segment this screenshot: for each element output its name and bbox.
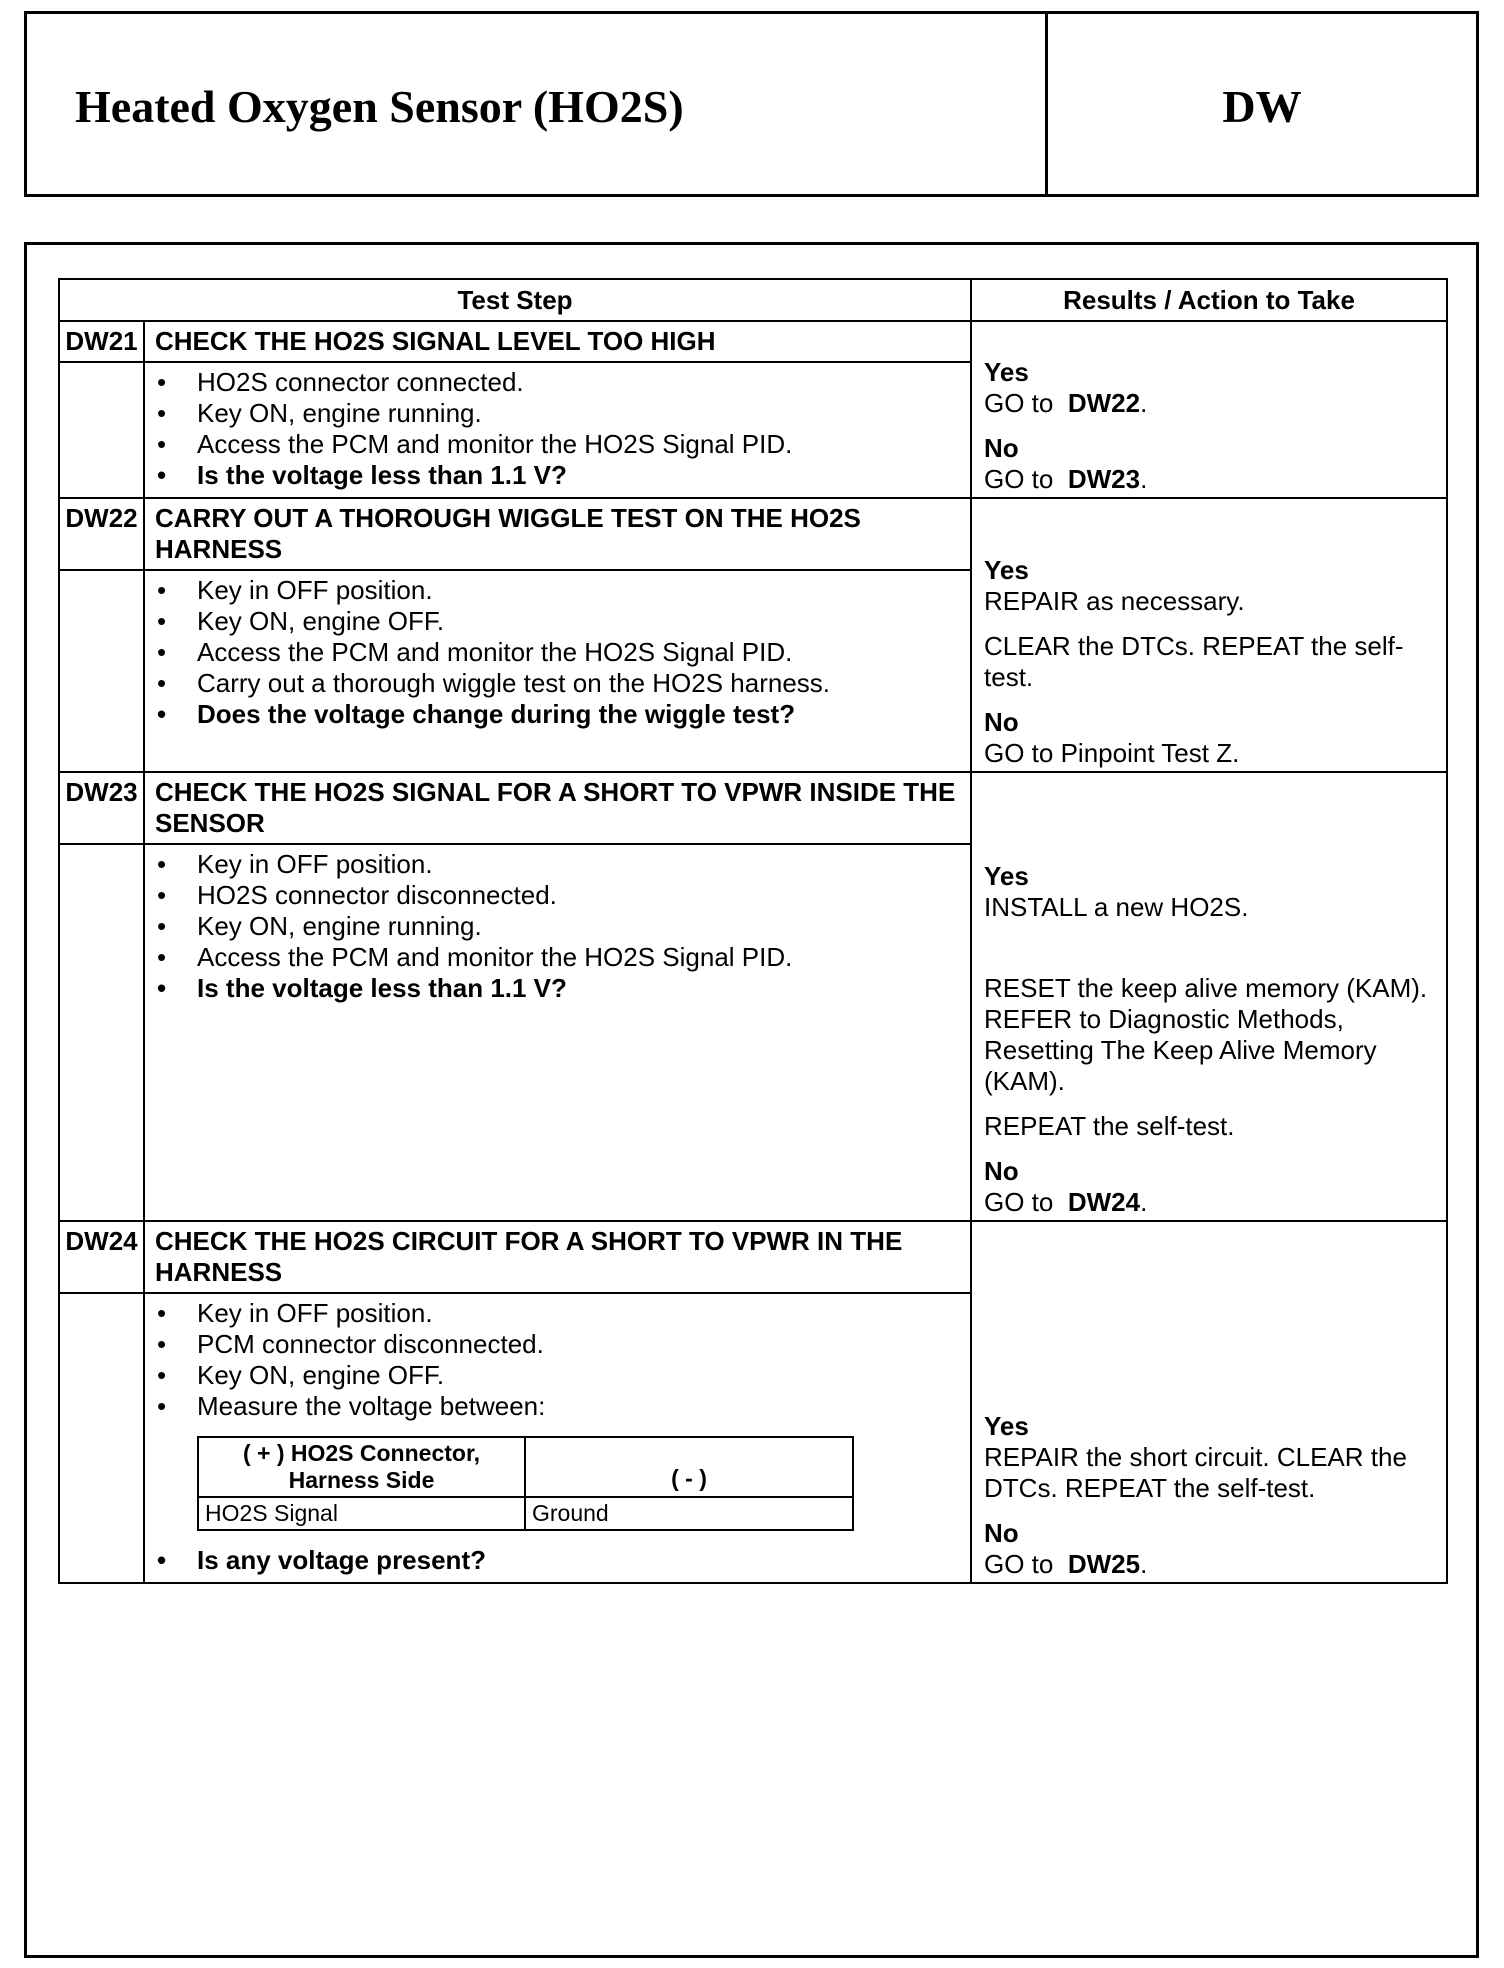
step-question: • Is the voltage less than 1.1 V? [157,973,970,1004]
measure-col-negative: ( - ) [525,1437,853,1497]
no-label: No [984,1156,1019,1186]
measurement-table [197,1436,854,1531]
step-question: • Is the voltage less than 1.1 V? [157,460,970,491]
no-label: No [984,433,1019,463]
page-title: Heated Oxygen Sensor (HO2S) [75,80,684,132]
step-bullet: • Key ON, engine running. [157,911,970,942]
step-bullet: • Key ON, engine OFF. [157,1360,970,1391]
step-body [144,844,971,1221]
test-step-table [58,278,1448,1584]
col-header-test-step: Test Step [59,279,971,321]
step-bullet: • HO2S connector connected. [157,367,970,398]
step-body [144,1293,971,1583]
step-title: CHECK THE HO2S SIGNAL FOR A SHORT TO VPWR INSIDE THE SENSOR [144,772,971,844]
step-result [971,772,1447,1221]
step-bullet: • Key ON, engine OFF. [157,606,970,637]
step-bullet: • Key ON, engine running. [157,398,970,429]
step-question: • Does the voltage change during the wiggle test? [157,699,970,730]
step-title-row [59,1221,1447,1293]
step-id: DW23 [59,772,144,844]
yes-action: GO to DW22. [984,388,1148,418]
yes-text: RESET the keep alive memory (KAM). REFER to Diagnostic Methods, Resetting The Keep Alive Memory (KAM). [984,973,1428,1096]
no-label: No [984,707,1019,737]
col-header-results: Results / Action to Take [971,279,1447,321]
step-bullet: • Access the PCM and monitor the HO2S Signal PID. [157,942,970,973]
yes-label: Yes [984,861,1029,891]
step-question: • Is any voltage present? [157,1545,970,1576]
step-result [971,1221,1447,1583]
step-bullet: • Access the PCM and monitor the HO2S Signal PID. [157,429,970,460]
step-id: DW21 [59,321,144,362]
no-target: DW24 [1067,1187,1141,1217]
step-title: CHECK THE HO2S CIRCUIT FOR A SHORT TO VPWR IN THE HARNESS [144,1221,971,1293]
measure-cell-positive: HO2S Signal [198,1497,525,1530]
step-bullet: • Key in OFF position. [157,1298,970,1329]
step-id: DW22 [59,498,144,570]
step-id: DW24 [59,1221,144,1293]
no-label: No [984,1518,1019,1548]
yes-text: REPAIR the short circuit. CLEAR the DTCs. REPEAT the self-test. [984,1442,1407,1503]
yes-text: REPAIR as necessary. [984,586,1245,616]
page-header [24,11,1479,197]
step-title-row [59,772,1447,844]
step-bullet: • Key in OFF position. [157,575,970,606]
no-target: DW23 [1067,464,1141,494]
step-title: CARRY OUT A THOROUGH WIGGLE TEST ON THE HO2S HARNESS [144,498,971,570]
step-bullet: • Carry out a thorough wiggle test on the HO2S harness. [157,668,970,699]
yes-text: REPEAT the self-test. [984,1111,1235,1141]
step-result [971,498,1447,772]
yes-label: Yes [984,555,1029,585]
step-bullet: • PCM connector disconnected. [157,1329,970,1360]
no-text: GO to Pinpoint Test Z. [984,738,1240,768]
step-body [144,570,971,772]
step-body [144,362,971,498]
step-title: CHECK THE HO2S SIGNAL LEVEL TOO HIGH [144,321,971,362]
yes-text: CLEAR the DTCs. REPEAT the self-test. [984,631,1404,692]
measure-cell-negative: Ground [525,1497,853,1530]
step-bullet: • Measure the voltage between: [157,1391,970,1422]
measure-col-positive: ( + ) HO2S Connector, Harness Side [198,1437,525,1497]
step-title-row [59,321,1447,362]
no-action: GO to DW24. [984,1187,1148,1217]
step-result [971,321,1447,498]
table-header-row [59,279,1447,321]
yes-label: Yes [984,357,1029,387]
no-target: DW25 [1067,1549,1141,1579]
step-title-row [59,498,1447,570]
step-bullet: • HO2S connector disconnected. [157,880,970,911]
step-bullet: • Access the PCM and monitor the HO2S Signal PID. [157,637,970,668]
section-code: DW [1222,80,1302,132]
no-action: GO to DW25. [984,1549,1148,1579]
yes-label: Yes [984,1411,1029,1441]
yes-text: INSTALL a new HO2S. [984,892,1249,922]
yes-target: DW22 [1067,388,1141,418]
step-bullet: • Key in OFF position. [157,849,970,880]
no-action: GO to DW23. [984,464,1148,494]
